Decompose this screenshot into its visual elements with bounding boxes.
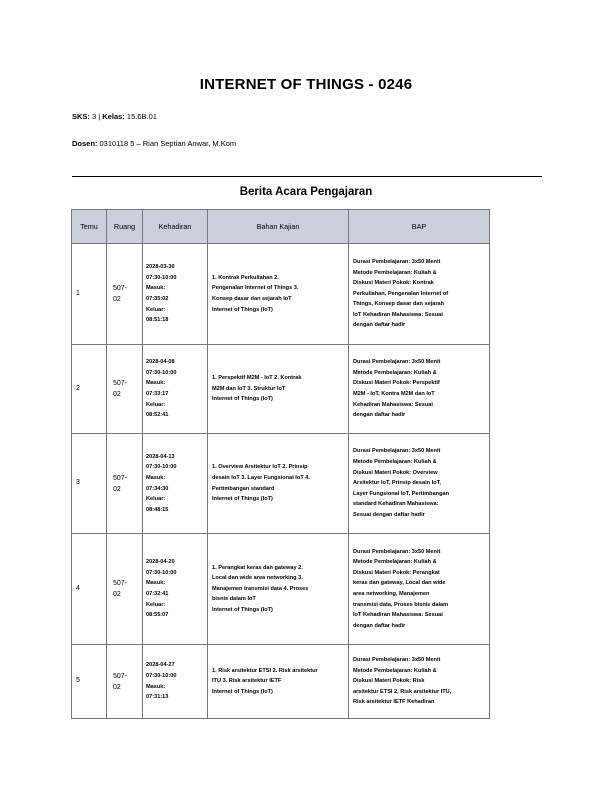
cell-ruang: 507- 02 [107, 345, 143, 434]
table-row [72, 534, 490, 645]
section-title: Berita Acara Pengajaran [239, 186, 373, 198]
header-temu: Temu [72, 210, 107, 244]
dosen-value: 0310118 5 – Rian Septian Anwar, M.Kom [97, 139, 237, 148]
table-row [72, 244, 490, 345]
cell-temu: 2 [72, 345, 107, 434]
cell-kehadiran: 2028-04-13 07:30-10:00 Masuk: 07:34:30 Keluar: 08:48:15 [143, 434, 208, 534]
cell-temu: 5 [72, 645, 107, 719]
cell-bap: Durasi Pembelajaran: 3x50 Menit Metode Pembelajaran: Kuliah & Diskusi Materi Pokok: Perspektif M2M - IoT, Kontra M2M dan IoT Kehadiran Mahasiswa: Sesuai dengan daftar hadir [349, 345, 490, 434]
sks-value: 3 | [89, 112, 103, 121]
cell-kehadiran: 2028-04-27 07:30-10:00 Masuk: 07:31:13 [143, 645, 208, 719]
cell-bap: Durasi Pembelajaran: 3x50 Menit Metode Pembelajaran: Kuliah & Diskusi Materi Pokok: Kontrak Perkuliahan, Pengenalan Internet of Things, Konsep dasar dan sejarah IoT Kehadiran Mahasiswa: Sesuai dengan daftar hadir [349, 244, 490, 345]
kelas-label: Kelas: [102, 112, 125, 121]
cell-bap: Durasi Pembelajaran: 3x50 Menit Metode Pembelajaran: Kuliah & Diskusi Materi Pokok: Perangkat keras dan gateway, Local dan wide area networking, Manajemen transmisi data, Proses bisnis dalam IoT Kehadiran Mahasiswa: Sesuai dengan daftar hadir [349, 534, 490, 645]
course-meta [72, 112, 157, 121]
cell-bahan-kajian: 1. Kontrak Perkuliahan 2. Pengenalan Internet of Things 3. Konsep dasar dan sejarah IoT Internet of Things (IoT) [208, 244, 349, 345]
cell-kehadiran: 2028-04-08 07:30-10:00 Masuk: 07:33:17 Keluar: 08:52:41 [143, 345, 208, 434]
cell-ruang: 507- 02 [107, 434, 143, 534]
dosen-label: Dosen: [72, 139, 98, 148]
header-bap: BAP [349, 210, 490, 244]
cell-bap: Durasi Pembelajaran: 3x50 Menit Metode Pembelajaran: Kuliah & Diskusi Materi Pokok: Overview Arsitektur IoT, Prinsip desain IoT, Layer Fungsional IoT, Pertimbangan standard Kehadiran Mahasiswa: Sesuai dengan daftar hadir [349, 434, 490, 534]
table-row [72, 434, 490, 534]
header-bahan-kajian: Bahan Kajian [208, 210, 349, 244]
table-header-row [72, 210, 490, 244]
course-title: INTERNET OF THINGS - 0246 [199, 76, 413, 93]
cell-kehadiran: 2028-04-20 07:30-10:00 Masuk: 07:32:41 Keluar: 08:55:07 [143, 534, 208, 645]
bap-table [71, 209, 490, 719]
lecturer-line [72, 139, 236, 148]
header-kehadiran: Kehadiran [143, 210, 208, 244]
cell-bahan-kajian: 1. Risk arsitektur ETSI 2. Risk arsitektur ITU 3. Risk arsitektur IETF Internet of Things (IoT) [208, 645, 349, 719]
cell-kehadiran: 2028-03-30 07:30-10:00 Masuk: 07:35:02 Keluar: 08:51:18 [143, 244, 208, 345]
cell-temu: 3 [72, 434, 107, 534]
cell-bahan-kajian: 1. Perspektif M2M - IoT 2. Kontrak M2M dan IoT 3. Struktur IoT Internet of Things (IoT) [208, 345, 349, 434]
cell-ruang: 507- 02 [107, 244, 143, 345]
cell-ruang: 507- 02 [107, 534, 143, 645]
cell-bahan-kajian: 1. Overview Arsitektur IoT 2. Prinsip desain IoT 3. Layer Fungsional IoT 4. Pertimbangan standard Internet of Things (IoT) [208, 434, 349, 534]
table-row [72, 645, 490, 719]
cell-ruang: 507- 02 [107, 645, 143, 719]
cell-temu: 4 [72, 534, 107, 645]
kelas-value: 15.6B.01 [124, 112, 157, 121]
cell-bahan-kajian: 1. Perangkat keras dan gateway 2. Local dan wide area networking 3. Manajemen transmisi data 4. Proses bisnis dalam IoT Internet of Things (IoT) [208, 534, 349, 645]
sks-label: SKS: [72, 112, 90, 121]
cell-bap: Durasi Pembelajaran: 3x50 Menit Metode Pembelajaran: Kuliah & Diskusi Materi Pokok: Risk arsitektur ETSI 2, Risk arsitektur ITU, Risk arsitektur IETF Kehadiran [349, 645, 490, 719]
divider [72, 176, 542, 177]
cell-temu: 1 [72, 244, 107, 345]
table-row [72, 345, 490, 434]
header-ruang: Ruang [107, 210, 143, 244]
